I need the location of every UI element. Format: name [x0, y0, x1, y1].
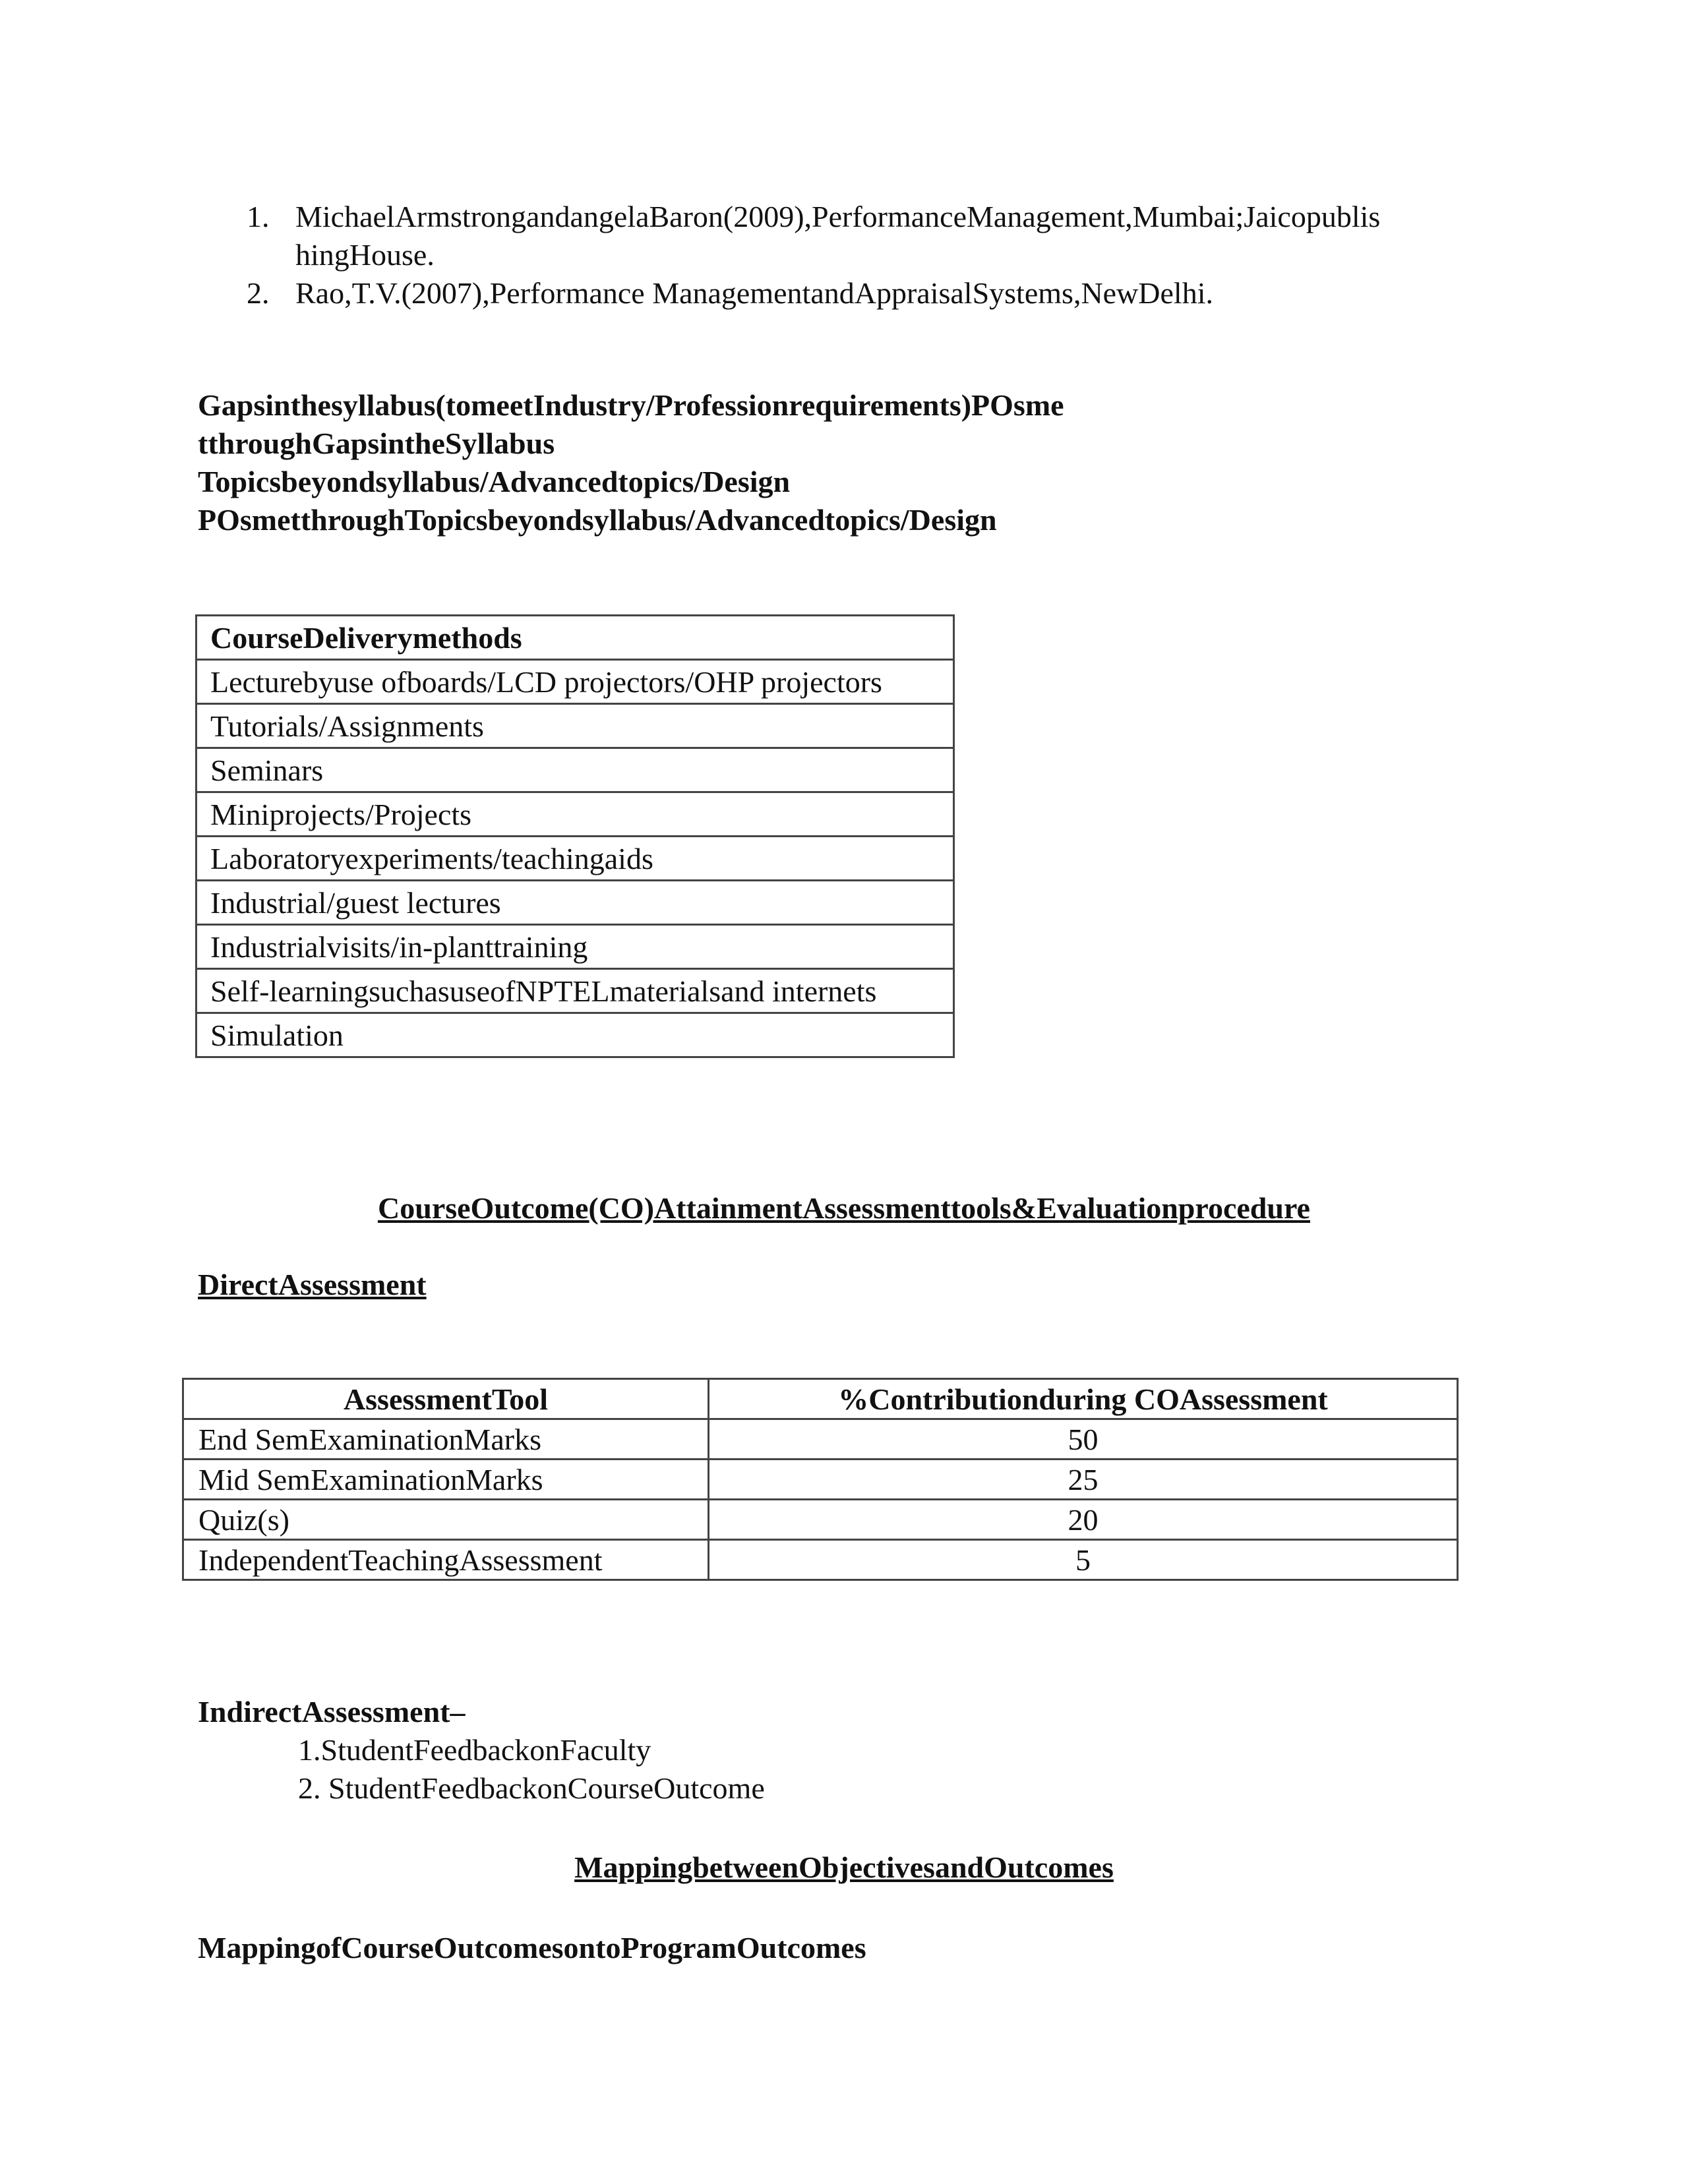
- delivery-methods-table: [195, 614, 955, 1058]
- reference-item: [237, 198, 1490, 274]
- table-row: [183, 1540, 1458, 1580]
- gaps-line: Topicsbeyondsyllabus/Advancedtopics/Design: [198, 465, 791, 498]
- reference-text: Rao,T.V.(2007),Performance ManagementandAppraisalSystems,NewDelhi.: [295, 276, 1213, 310]
- direct-assessment-heading: DirectAssessment: [198, 1268, 427, 1301]
- delivery-method-cell: Tutorials/Assignments: [196, 704, 954, 748]
- reference-item: [237, 274, 1490, 312]
- co-attainment-heading: CourseOutcome(CO)AttainmentAssessmenttools&Evaluationprocedure: [378, 1191, 1310, 1225]
- assessment-value-cell: 20: [709, 1500, 1458, 1540]
- delivery-method-cell: Simulation: [196, 1013, 954, 1057]
- indirect-assessment-item: 2. StudentFeedbackonCourseOutcome: [298, 1771, 765, 1805]
- delivery-method-cell: Industrialvisits/in-planttraining: [196, 925, 954, 969]
- assessment-value-cell: 5: [709, 1540, 1458, 1580]
- gaps-line: Gapsinthesyllabus(tomeetIndustry/Professionrequirements)POsme: [198, 388, 1064, 422]
- assessment-tool-cell: IndependentTeachingAssessment: [183, 1540, 709, 1580]
- gaps-line: POsmetthroughTopicsbeyondsyllabus/Advancedtopics/Design: [198, 503, 997, 537]
- indirect-assessment-item: 1.StudentFeedbackonFaculty: [298, 1733, 651, 1767]
- assessment-col-header-tool: AssessmentTool: [183, 1379, 709, 1419]
- indirect-assessment-block: [198, 1693, 1187, 1808]
- mapping-objectives-heading: MappingbetweenObjectivesandOutcomes: [574, 1850, 1114, 1884]
- assessment-value-cell: 50: [709, 1419, 1458, 1460]
- delivery-method-cell: Laboratoryexperiments/teachingaids: [196, 837, 954, 881]
- reference-text: MichaelArmstrongandangelaBaron(2009),PerformanceManagement,Mumbai;Jaicopublis: [295, 200, 1381, 233]
- indirect-assessment-title: IndirectAssessment–: [198, 1695, 466, 1728]
- assessment-tool-cell: Quiz(s): [183, 1500, 709, 1540]
- delivery-method-cell: Seminars: [196, 748, 954, 792]
- gaps-heading-block: [198, 386, 1451, 539]
- reference-text-continued: hingHouse.: [295, 238, 435, 272]
- references-list: [237, 198, 1490, 312]
- delivery-method-cell: Lecturebyuse ofboards/LCD projectors/OHP projectors: [196, 660, 954, 704]
- assessment-table: [182, 1378, 1459, 1581]
- delivery-method-cell: Self-learningsuchasuseofNPTELmaterialsand internets: [196, 969, 954, 1013]
- assessment-tool-cell: Mid SemExaminationMarks: [183, 1460, 709, 1500]
- reference-number: 2.: [247, 276, 270, 310]
- table-row: [183, 1419, 1458, 1460]
- table-row: [183, 1460, 1458, 1500]
- table-row: [183, 1500, 1458, 1540]
- delivery-method-cell: Industrial/guest lectures: [196, 881, 954, 925]
- mapping-co-po-heading: MappingofCourseOutcomesontoProgramOutcomes: [198, 1931, 866, 1964]
- reference-number: 1.: [247, 200, 270, 233]
- assessment-value-cell: 25: [709, 1460, 1458, 1500]
- gaps-line: tthroughGapsintheSyllabus: [198, 427, 555, 460]
- delivery-method-cell: Miniprojects/Projects: [196, 792, 954, 837]
- assessment-tool-cell: End SemExaminationMarks: [183, 1419, 709, 1460]
- assessment-col-header-contribution: %Contributionduring COAssessment: [709, 1379, 1458, 1419]
- delivery-table-header: CourseDeliverymethods: [196, 616, 954, 660]
